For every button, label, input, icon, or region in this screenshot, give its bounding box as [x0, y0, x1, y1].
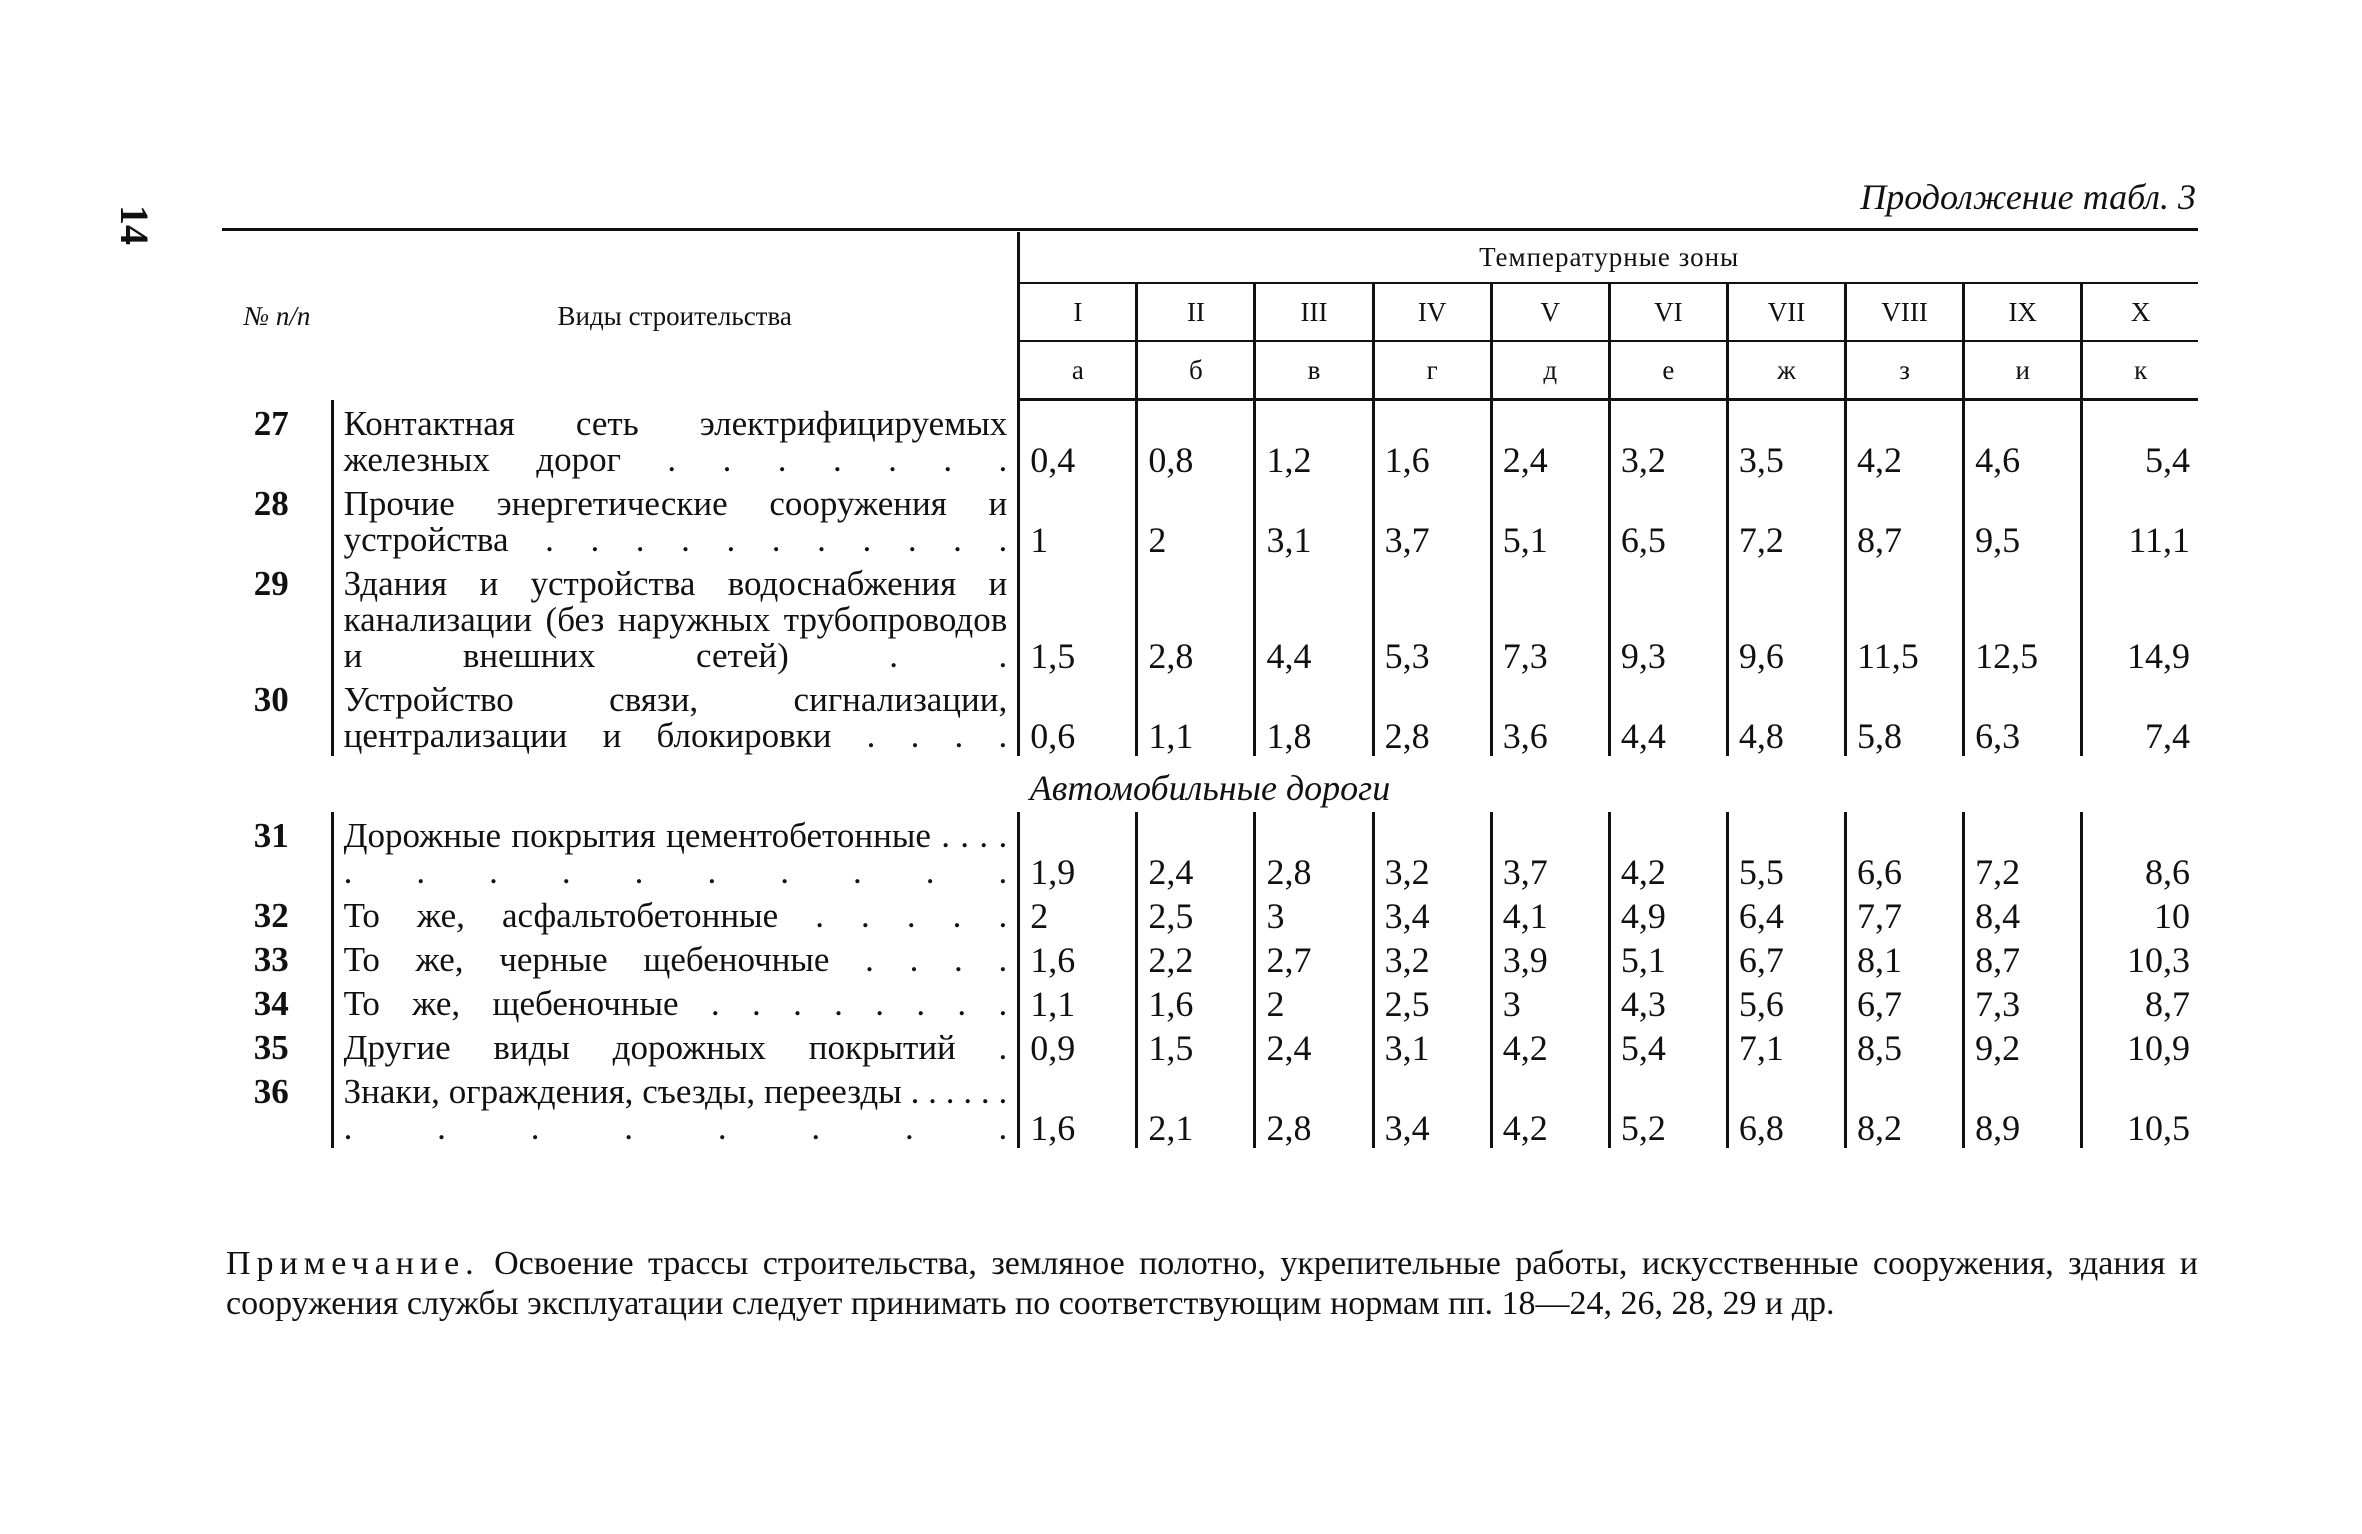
zone-value-cell: 3,7: [1491, 812, 1609, 892]
table-row: [222, 892, 2198, 936]
zone-value-cell: 1,9: [1019, 812, 1137, 892]
row-construction-type: Контактная сеть электрифицируемых железных дорог . . . . . . .: [332, 400, 1019, 480]
zone-letter-header: ж: [1727, 341, 1845, 400]
table-row: [222, 480, 2198, 560]
row-construction-type: То же, щебеночные . . . . . . . .: [332, 980, 1019, 1024]
section-divider: [222, 756, 2198, 812]
row-construction-type: То же, асфальтобетонные . . . . .: [332, 892, 1019, 936]
row-number: 28: [253, 483, 289, 523]
zone-value-cell: 5,5: [1727, 812, 1845, 892]
zone-value-cell: 2,4: [1137, 812, 1255, 892]
zone-value-cell: 3,7: [1373, 480, 1491, 560]
table-row: [222, 400, 2198, 480]
zone-value-cell: 9,6: [1727, 560, 1845, 676]
zone-value-cell: 5,1: [1491, 480, 1609, 560]
zone-value-cell: 5,2: [1609, 1068, 1727, 1148]
zone-value-cell: 1,6: [1137, 980, 1255, 1024]
zone-value-cell: 2,8: [1373, 676, 1491, 756]
zone-value-cell: 1,5: [1137, 1024, 1255, 1068]
zone-roman-header: IX: [1964, 283, 2082, 341]
zone-roman-header: VIII: [1846, 283, 1964, 341]
row-number: 31: [253, 815, 289, 855]
zone-value-cell: 7,4: [2145, 715, 2190, 756]
zone-roman-header: VI: [1609, 283, 1727, 341]
zone-value-cell: 4,6: [1964, 400, 2082, 480]
zone-value-cell: 8,5: [1846, 1024, 1964, 1068]
zone-value-cell: 9,3: [1609, 560, 1727, 676]
zone-value-cell: 8,7: [1964, 936, 2082, 980]
zone-value-cell: 7,3: [1964, 980, 2082, 1024]
table-row: [222, 1024, 2198, 1068]
zone-value-cell: 8,1: [1846, 936, 1964, 980]
zone-value-cell: 9,2: [1964, 1024, 2082, 1068]
zone-value-cell: 7,1: [1727, 1024, 1845, 1068]
zone-value-cell: 0,8: [1137, 400, 1255, 480]
table-row: [222, 980, 2198, 1024]
zone-letter-header: е: [1609, 341, 1727, 400]
row-number: 36: [253, 1071, 289, 1111]
zone-value-cell: 10,3: [2127, 939, 2190, 980]
zone-letter-header: и: [1964, 341, 2082, 400]
zone-value-cell: 4,9: [1609, 892, 1727, 936]
zone-value-cell: 4,2: [1491, 1024, 1609, 1068]
zone-value-cell: 4,2: [1846, 400, 1964, 480]
zone-value-cell: 4,2: [1491, 1068, 1609, 1148]
zone-value-cell: 8,2: [1846, 1068, 1964, 1148]
zone-value-cell: 0,6: [1019, 676, 1137, 756]
table-row: [222, 560, 2198, 676]
zone-value-cell: 3,6: [1491, 676, 1609, 756]
zone-value-cell: 8,7: [2145, 983, 2190, 1024]
zone-value-cell: 3,2: [1609, 400, 1727, 480]
zone-value-cell: 6,6: [1846, 812, 1964, 892]
zone-value-cell: 4,4: [1609, 676, 1727, 756]
zone-value-cell: 11,1: [2128, 519, 2190, 560]
zone-value-cell: 4,8: [1727, 676, 1845, 756]
zone-value-cell: 9,5: [1964, 480, 2082, 560]
table-body-part-2: [222, 812, 2198, 1148]
zone-value-cell: 10,9: [2127, 1027, 2190, 1068]
zone-value-cell: 2,7: [1255, 936, 1373, 980]
zone-value-cell: 1,2: [1255, 400, 1373, 480]
zone-value-cell: 2,5: [1373, 980, 1491, 1024]
zone-letter-header: г: [1373, 341, 1491, 400]
row-number: 35: [253, 1027, 289, 1067]
zone-value-cell: 6,7: [1846, 980, 1964, 1024]
page-number: 14: [112, 205, 157, 245]
zone-value-cell: 7,7: [1846, 892, 1964, 936]
table-row: [222, 676, 2198, 756]
zone-value-cell: 10: [2154, 895, 2190, 936]
table-row: [222, 936, 2198, 980]
zone-value-cell: 1,6: [1373, 400, 1491, 480]
table-body-part-1: [222, 400, 2198, 756]
row-number: 29: [253, 563, 289, 603]
row-number: 32: [253, 895, 289, 935]
top-rule: [222, 228, 2198, 231]
zone-roman-header: I: [1019, 283, 1137, 341]
zone-value-cell: 5,3: [1373, 560, 1491, 676]
zone-value-cell: 8,4: [1964, 892, 2082, 936]
zone-value-cell: 5,6: [1727, 980, 1845, 1024]
zone-letter-header: а: [1019, 341, 1137, 400]
zone-value-cell: 2,2: [1137, 936, 1255, 980]
zone-value-cell: 3,5: [1727, 400, 1845, 480]
note-label: Примечание.: [226, 1245, 480, 1282]
row-construction-type: Знаки, ограждения, съезды, переезды . . . . . . . . . . . . . .: [332, 1068, 1019, 1148]
zone-value-cell: 2,5: [1137, 892, 1255, 936]
zone-value-cell: 2: [1137, 480, 1255, 560]
zone-value-cell: 6,8: [1727, 1068, 1845, 1148]
zone-value-cell: 7,2: [1727, 480, 1845, 560]
table-header: [222, 232, 2198, 400]
zone-value-cell: 4,3: [1609, 980, 1727, 1024]
zone-value-cell: 3,1: [1373, 1024, 1491, 1068]
zone-value-cell: 6,4: [1727, 892, 1845, 936]
table-note: [226, 1244, 2198, 1324]
construction-table: [222, 232, 2198, 1148]
zone-roman-header: III: [1255, 283, 1373, 341]
zone-value-cell: 0,4: [1019, 400, 1137, 480]
zone-value-cell: 1,6: [1019, 1068, 1137, 1148]
zone-value-cell: 0,9: [1019, 1024, 1137, 1068]
row-number: 27: [253, 403, 289, 443]
row-construction-type: Прочие энергетические сооружения и устройства . . . . . . . . . . .: [332, 480, 1019, 560]
zone-value-cell: 2,8: [1137, 560, 1255, 676]
zone-roman-header: V: [1491, 283, 1609, 341]
row-construction-type: Дорожные покрытия цементобетонные . . . . . . . . . . . . . .: [332, 812, 1019, 892]
zone-roman-header: X: [2082, 283, 2198, 341]
zone-value-cell: 3: [1255, 892, 1373, 936]
zone-letter-header: к: [2082, 341, 2198, 400]
zone-value-cell: 8,6: [2145, 851, 2190, 892]
row-construction-type: Другие виды дорожных покрытий .: [332, 1024, 1019, 1068]
zone-value-cell: 1: [1019, 480, 1137, 560]
zone-value-cell: 3,1: [1255, 480, 1373, 560]
zone-value-cell: 3,4: [1373, 1068, 1491, 1148]
zone-letter-header: д: [1491, 341, 1609, 400]
zone-value-cell: 5,8: [1846, 676, 1964, 756]
section-title-automobile-roads: Автомобильные дороги: [1029, 767, 1391, 808]
zone-letter-header: з: [1846, 341, 1964, 400]
zone-value-cell: 3,9: [1491, 936, 1609, 980]
zone-letter-header: б: [1137, 341, 1255, 400]
row-number: 33: [253, 939, 289, 979]
zone-value-cell: 14,9: [2127, 635, 2190, 676]
zone-value-cell: 6,5: [1609, 480, 1727, 560]
row-number: 30: [253, 679, 289, 719]
zone-value-cell: 3: [1491, 980, 1609, 1024]
column-header-zones: Температурные зоны: [1019, 232, 2198, 283]
column-header-number: № п/п: [243, 300, 311, 331]
zone-value-cell: 10,5: [2127, 1107, 2190, 1148]
zone-value-cell: 3,2: [1373, 936, 1491, 980]
zone-value-cell: 5,4: [2145, 439, 2190, 480]
table-row: [222, 812, 2198, 892]
zone-value-cell: 8,7: [1846, 480, 1964, 560]
zone-value-cell: 11,5: [1846, 560, 1964, 676]
zone-value-cell: 3,4: [1373, 892, 1491, 936]
zone-value-cell: 5,1: [1609, 936, 1727, 980]
zone-value-cell: 7,3: [1491, 560, 1609, 676]
zone-roman-header: II: [1137, 283, 1255, 341]
zone-value-cell: 6,3: [1964, 676, 2082, 756]
zone-value-cell: 4,4: [1255, 560, 1373, 676]
zone-value-cell: 5,4: [1609, 1024, 1727, 1068]
zone-value-cell: 2: [1255, 980, 1373, 1024]
zone-value-cell: 2,4: [1491, 400, 1609, 480]
zone-value-cell: 2,8: [1255, 812, 1373, 892]
zone-value-cell: 4,1: [1491, 892, 1609, 936]
table-continuation-caption: Продолжение табл. 3: [1860, 177, 2196, 217]
row-construction-type: То же, черные щебеночные . . . .: [332, 936, 1019, 980]
zone-value-cell: 8,9: [1964, 1068, 2082, 1148]
table-row: [222, 1068, 2198, 1148]
zone-value-cell: 2,8: [1255, 1068, 1373, 1148]
zone-value-cell: 3,2: [1373, 812, 1491, 892]
column-header-type: Виды строительства: [332, 232, 1019, 400]
zone-value-cell: 1,1: [1019, 980, 1137, 1024]
zone-value-cell: 2,4: [1255, 1024, 1373, 1068]
zone-value-cell: 7,2: [1964, 812, 2082, 892]
row-construction-type: Устройство связи, сигнализации, централизации и блокировки . . . .: [332, 676, 1019, 756]
zone-value-cell: 1,5: [1019, 560, 1137, 676]
note-text: Освоение трассы строительства, земляное полотно, укрепительные работы, искусственные сооружения, здания и сооружения службы эксплуатации следует принимать по соответствующим нормам пп. 18—24, 26, 28, 29 и др.: [226, 1245, 2199, 1322]
zone-value-cell: 2,1: [1137, 1068, 1255, 1148]
zone-letter-header: в: [1255, 341, 1373, 400]
zone-roman-header: VII: [1727, 283, 1845, 341]
row-number: 34: [253, 983, 289, 1023]
row-construction-type: Здания и устройства водоснабжения и канализации (без наружных трубопроводов и внешних сетей) . .: [332, 560, 1019, 676]
zone-value-cell: 4,2: [1609, 812, 1727, 892]
zone-roman-header: IV: [1373, 283, 1491, 341]
zone-value-cell: 1,1: [1137, 676, 1255, 756]
zone-value-cell: 2: [1019, 892, 1137, 936]
zone-value-cell: 12,5: [1964, 560, 2082, 676]
zone-value-cell: 1,8: [1255, 676, 1373, 756]
zone-value-cell: 1,6: [1019, 936, 1137, 980]
zone-value-cell: 6,7: [1727, 936, 1845, 980]
